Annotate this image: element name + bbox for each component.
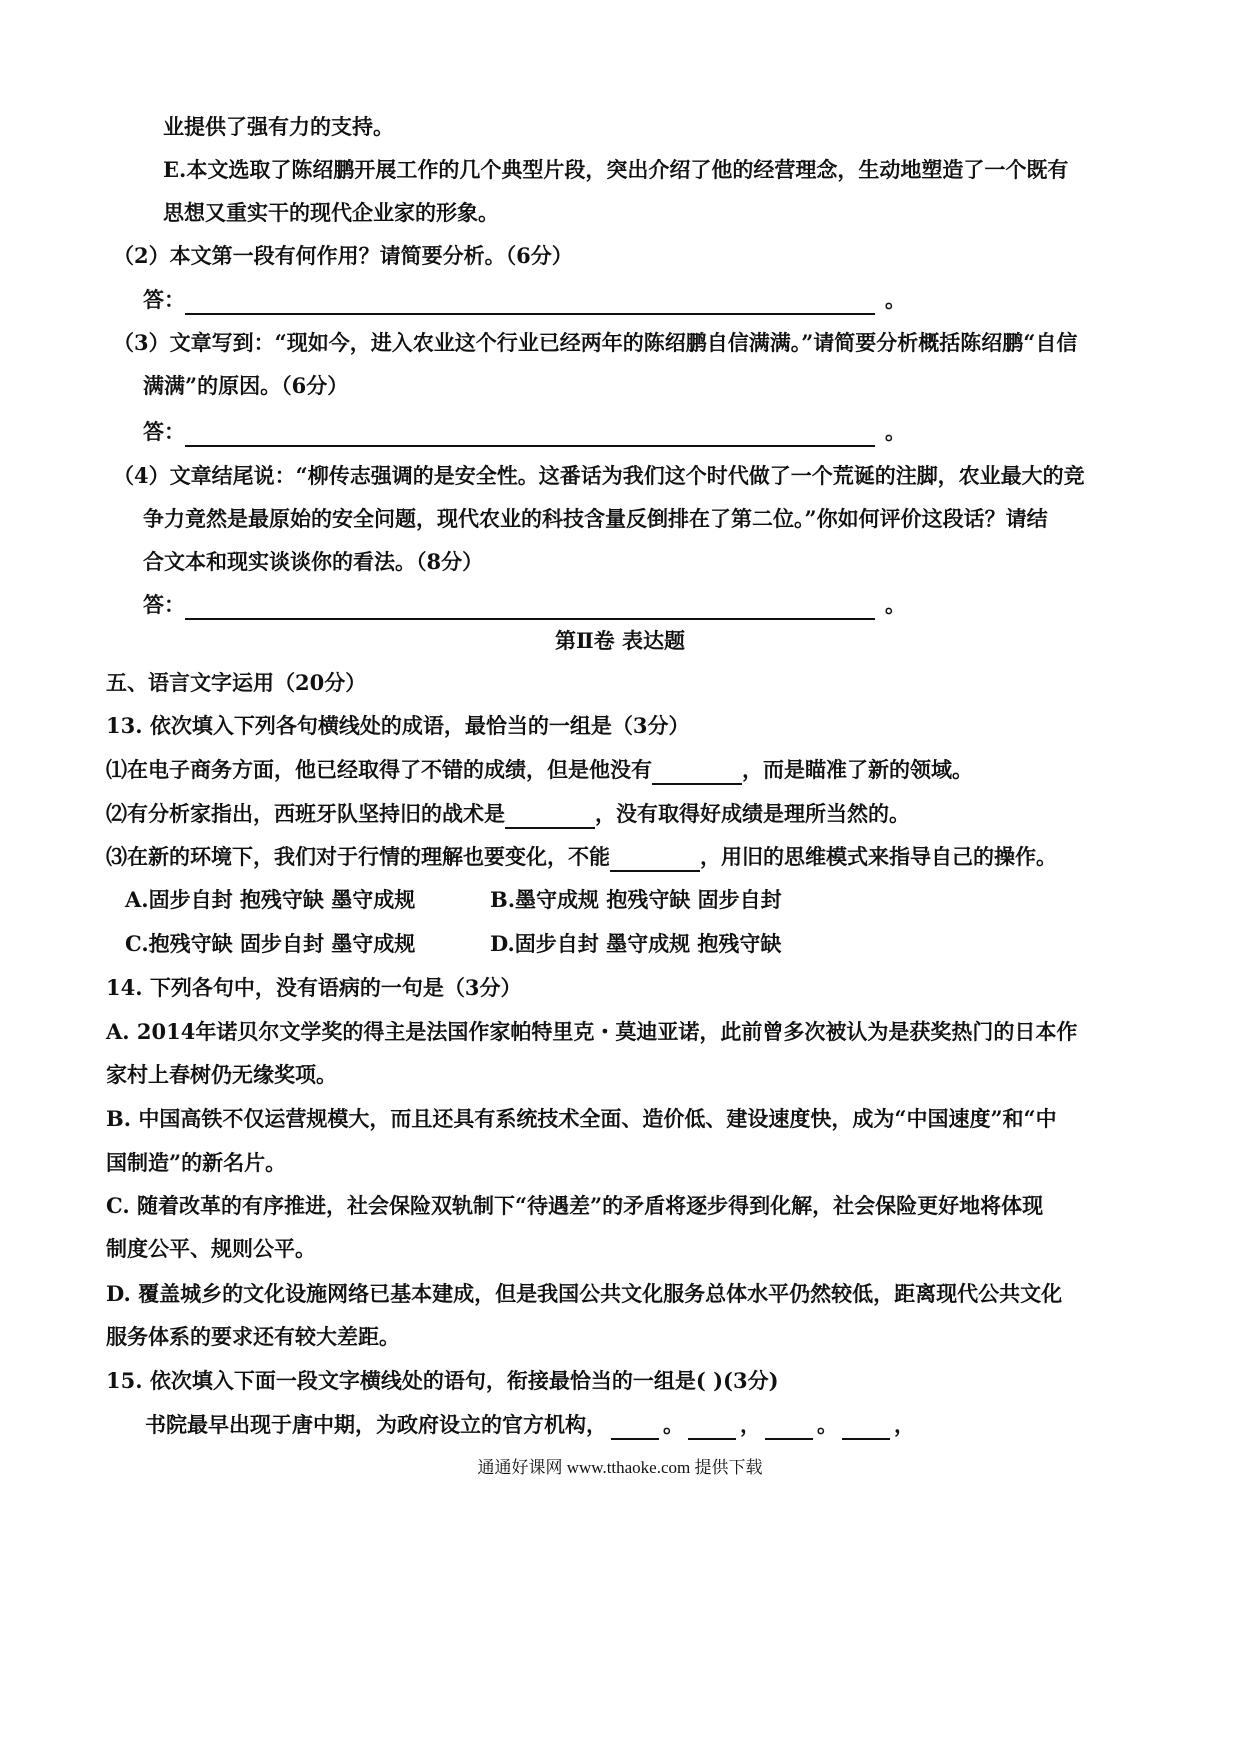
answer-blank[interactable]: [185, 291, 875, 315]
part-heading: 五、语言文字运用（20分）: [106, 670, 367, 695]
q14-option-d[interactable]: D. 覆盖城乡的文化设施网络已基本建成，但是我国公共文化服务总体水平仍然较低，距离现代公共文化: [106, 1281, 1063, 1306]
q14-option-c-cont: 制度公平、规则公平。: [106, 1236, 316, 1261]
answer-label: 答：: [143, 287, 185, 312]
answer-blank[interactable]: [185, 596, 875, 620]
question-2: （2）本文第一段有何作用？请简要分析。（6分）: [113, 243, 573, 268]
answer-blank[interactable]: [185, 423, 875, 447]
q14-option-b[interactable]: B. 中国高铁不仅运营规模大，而且还具有系统技术全面、造价低、建设速度快，成为“中国速度”和“中: [106, 1106, 1057, 1131]
punctuation: ，: [894, 1412, 915, 1437]
text-line: 业提供了强有力的支持。: [163, 114, 394, 139]
sentence-text: ⑵有分析家指出，西班牙队坚持旧的战术是: [106, 801, 505, 826]
q13-options-ab: [125, 885, 1240, 915]
page-footer: 通通好课网 www.tthaoke.com 提供下载: [477, 1458, 763, 1477]
fill-blank[interactable]: [765, 1416, 813, 1440]
fill-blank[interactable]: [610, 848, 700, 872]
fill-blank[interactable]: [842, 1416, 890, 1440]
option-d[interactable]: D.固步自封 墨守成规 抱残守缺: [490, 931, 782, 956]
option-a[interactable]: A.固步自封 抱残守缺 墨守成规: [125, 887, 416, 912]
answer-line-q4: [143, 590, 1240, 620]
question-15: 15. 依次填入下面一段文字横线处的语句，衔接最恰当的一组是( )(3分): [106, 1368, 779, 1393]
q14-option-b-cont: 国制造”的新名片。: [106, 1150, 287, 1175]
sentence-text: ⑶在新的环境下，我们对于行情的理解也要变化，不能: [106, 844, 610, 869]
option-e-line: E.本文选取了陈绍鹏开展工作的几个典型片段，突出介绍了他的经营理念，生动地塑造了一个既有: [163, 157, 1069, 182]
q14-option-a[interactable]: A. 2014年诺贝尔文学奖的得主是法国作家帕特里克・莫迪亚诺，此前曾多次被认为是获奖热门的日本作: [106, 1019, 1078, 1044]
punctuation: 。: [817, 1412, 838, 1437]
sentence-text: ，没有取得好成绩是理所当然的。: [595, 801, 910, 826]
sentence-text: ，而是瞄准了新的领域。: [742, 757, 973, 782]
answer-end: 。: [885, 287, 906, 312]
answer-label: 答：: [143, 592, 185, 617]
question-14: 14. 下列各句中，没有语病的一句是（3分）: [106, 975, 522, 1000]
fill-blank[interactable]: [505, 805, 595, 829]
section-title: 第Ⅱ卷 表达题: [554, 628, 685, 653]
fill-blank[interactable]: [611, 1416, 659, 1440]
question-4-cont: 合文本和现实谈谈你的看法。（8分）: [143, 549, 484, 574]
q13-sentence-1: [106, 755, 1240, 785]
q13-sentence-2: [106, 799, 1240, 829]
answer-line-q2: [143, 285, 1240, 315]
question-13: 13. 依次填入下列各句横线处的成语，最恰当的一组是（3分）: [106, 713, 690, 738]
punctuation: 。: [663, 1412, 684, 1437]
punctuation: ，: [740, 1412, 761, 1437]
passage-text: 书院最早出现于唐中期，为政府设立的官方机构，: [145, 1412, 607, 1437]
option-b[interactable]: B.墨守成规 抱残守缺 固步自封: [490, 887, 782, 912]
sentence-text: ，用旧的思维模式来指导自己的操作。: [700, 844, 1057, 869]
fill-blank[interactable]: [688, 1416, 736, 1440]
question-4: （4）文章结尾说：“柳传志强调的是安全性。这番话为我们这个时代做了一个荒诞的注脚，农业最大的竞: [113, 463, 1085, 488]
answer-end: 。: [885, 592, 906, 617]
answer-line-q3: [143, 417, 1240, 447]
q15-passage: [145, 1410, 1240, 1440]
question-3: （3）文章写到：“现如今，进入农业这个行业已经两年的陈绍鹏自信满满。”请简要分析概括陈绍鹏“自信: [113, 330, 1078, 355]
q14-option-c[interactable]: C. 随着改革的有序推进，社会保险双轨制下“待遇差”的矛盾将逐步得到化解，社会保险更好地将体现: [106, 1193, 1044, 1218]
q13-options-cd: [125, 929, 1240, 959]
fill-blank[interactable]: [652, 761, 742, 785]
q14-option-a-cont: 家村上春树仍无缘奖项。: [106, 1062, 337, 1087]
q13-sentence-3: [106, 842, 1240, 872]
text-line: 思想又重实干的现代企业家的形象。: [163, 200, 499, 225]
answer-label: 答：: [143, 419, 185, 444]
question-4-cont: 争力竟然是最原始的安全问题，现代农业的科技含量反倒排在了第二位。”你如何评价这段话？请结: [143, 506, 1048, 531]
sentence-text: ⑴在电子商务方面，他已经取得了不错的成绩，但是他没有: [106, 757, 652, 782]
question-3-cont: 满满”的原因。（6分）: [143, 373, 349, 398]
q14-option-d-cont: 服务体系的要求还有较大差距。: [106, 1324, 400, 1349]
option-c[interactable]: C.抱残守缺 固步自封 墨守成规: [125, 931, 416, 956]
answer-end: 。: [885, 419, 906, 444]
